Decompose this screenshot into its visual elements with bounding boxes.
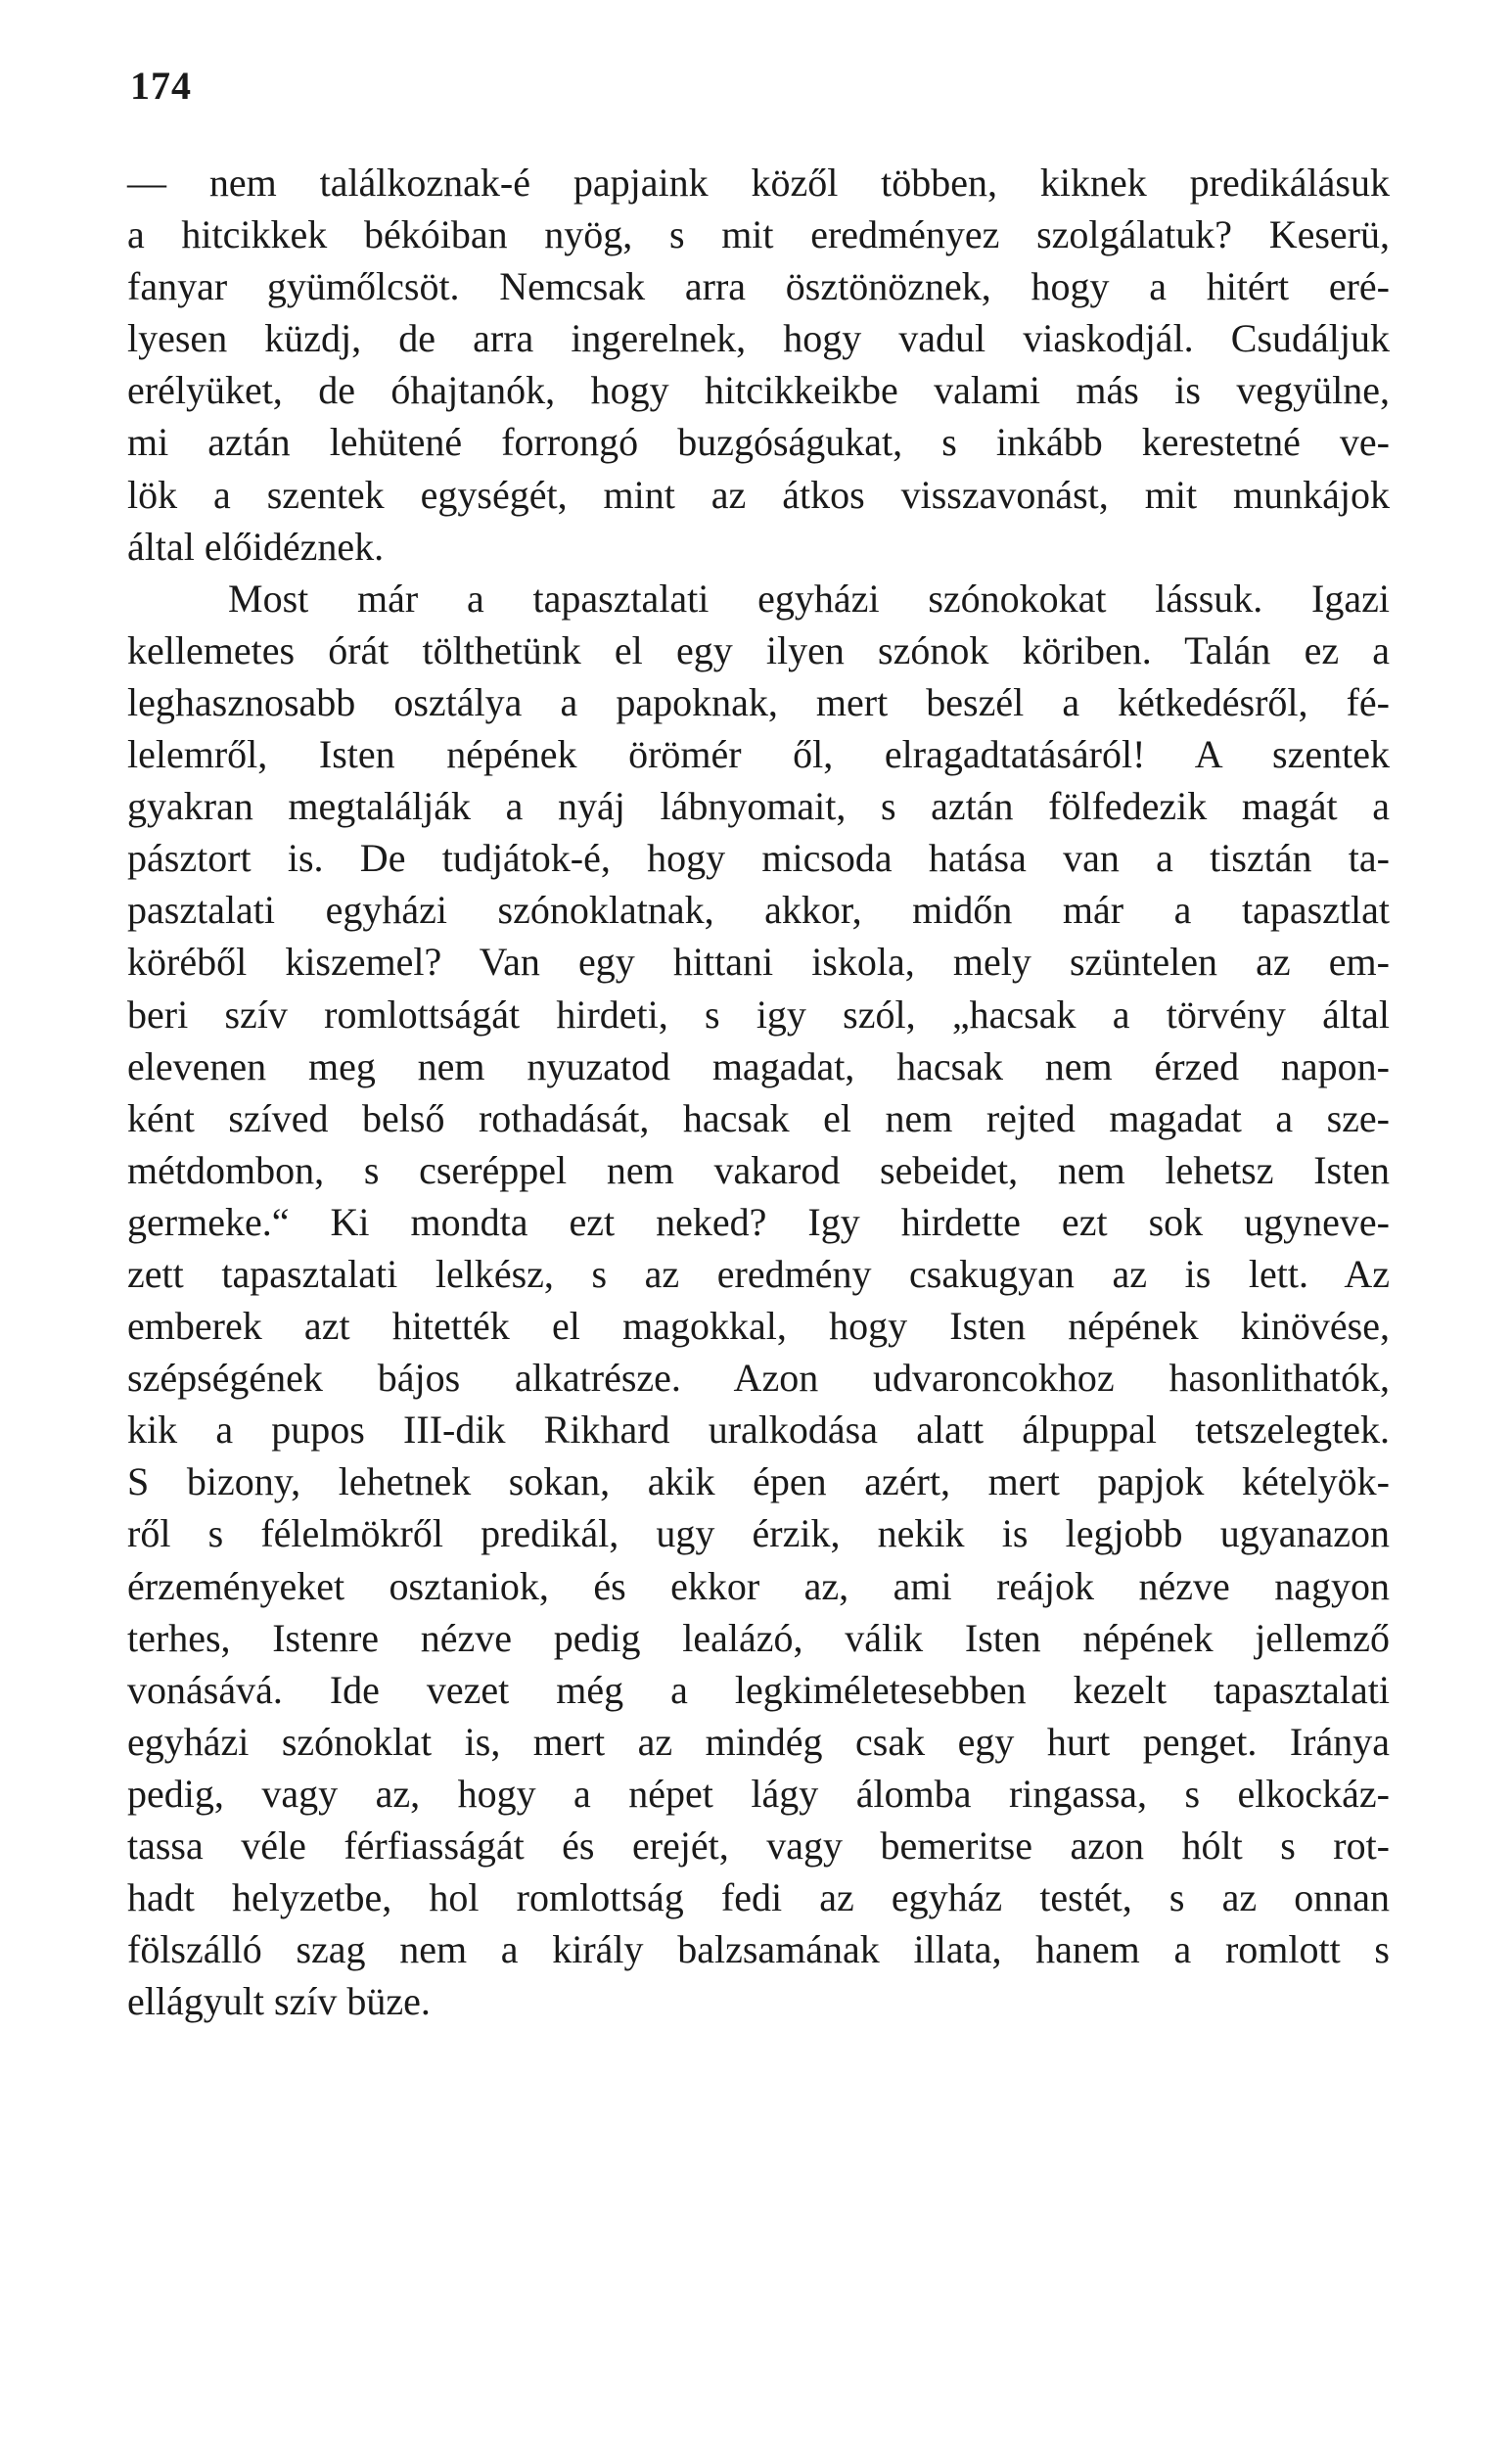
text-line: köréből kiszemel? Van egy hittani iskola, mely szüntelen az em- (127, 940, 1390, 985)
text-line: tassa véle férfiasságát és erejét, vagy bemeritse azon hólt s rot- (127, 1824, 1390, 1868)
text-line: ről s félelmökről predikál, ugy érzik, nekik is legjobb ugyanazon (127, 1511, 1390, 1556)
text-line: szépségének bájos alkatrésze. Azon udvaroncokhoz hasonlithatók, (127, 1356, 1390, 1401)
text-line: mi aztán lehütené forrongó buzgóságukat, s inkább kerestetné ve- (127, 420, 1390, 465)
text-line: pedig, vagy az, hogy a népet lágy álomba ringassa, s elkockáz- (127, 1771, 1390, 1816)
text-line: erélyüket, de óhajtanók, hogy hitcikkeikbe valami más is vegyülne, (127, 368, 1390, 413)
text-line: métdombon, s cseréppel nem vakarod sebeidet, nem lehetsz Isten (127, 1147, 1390, 1192)
text-line: fölszálló szag nem a király balzsamának illata, hanem a romlott s (127, 1927, 1390, 1972)
text-line: zett tapasztalati lelkész, s az eredmény csakugyan az is lett. Az (127, 1251, 1390, 1296)
text-line: egyházi szónoklat is, mert az mindég csak egy hurt penget. Iránya (127, 1719, 1390, 1764)
text-line: kik a pupos III-dik Rikhard uralkodása alatt álpuppal tetszelegtek. (127, 1408, 1390, 1453)
text-line: terhes, Istenre nézve pedig lealázó, válik Isten népének jellemző (127, 1615, 1390, 1660)
text-line: lyesen küzdj, de arra ingerelnek, hogy vadul viaskodjál. Csudáljuk (127, 316, 1390, 361)
text-line: hadt helyzetbe, hol romlottság fedi az egyház testét, s az onnan (127, 1875, 1390, 1920)
text-line: ellágyult szív büze. (127, 1979, 431, 2024)
text-line: lelemről, Isten népének örömér ől, elragadtatásáról! A szentek (127, 732, 1390, 777)
text-line: S bizony, lehetnek sokan, akik épen azért, mert papjok kételyök- (127, 1459, 1390, 1504)
text-line: fanyar gyümőlcsöt. Nemcsak arra ösztönöznek, hogy a hitért eré- (127, 264, 1390, 309)
text-line: Most már a tapasztalati egyházi szónokokat lássuk. Igazi (228, 576, 1390, 621)
text-line: által előidéznek. (127, 524, 385, 569)
text-line: a hitcikkek békóiban nyög, s mit eredményez szolgálatuk? Keserü, (127, 212, 1390, 257)
text-line: — nem találkoznak-é papjaink közől többen, kiknek predikálásuk (127, 161, 1390, 205)
text-line: lök a szentek egységét, mint az átkos visszavonást, mit munkájok (127, 472, 1390, 517)
text-line: gyakran megtalálják a nyáj lábnyomait, s aztán fölfedezik magát a (127, 784, 1390, 829)
text-line: leghasznosabb osztálya a papoknak, mert beszél a kétkedésről, fé- (127, 679, 1390, 724)
text-line: emberek azt hitették el magokkal, hogy Isten népének kinövése, (127, 1304, 1390, 1349)
text-line: vonásává. Ide vezet még a legkiméletesebben kezelt tapasztalati (127, 1667, 1390, 1712)
text-line: érzeményeket osztaniok, és ekkor az, ami reájok nézve nagyon (127, 1563, 1390, 1608)
text-line: pasztalati egyházi szónoklatnak, akkor, midőn már a tapasztlat (127, 888, 1390, 933)
text-line: germeke.“ Ki mondta ezt neked? Igy hirdette ezt sok ugyneve- (127, 1199, 1390, 1244)
text-line: ként szíved belső rothadását, hacsak el nem rejted magadat a sze- (127, 1095, 1390, 1140)
text-line: kellemetes órát tölthetünk el egy ilyen szónok köriben. Talán ez a (127, 627, 1390, 672)
text-line: elevenen meg nem nyuzatod magadat, hacsak nem érzed napon- (127, 1043, 1390, 1088)
text-line: pásztort is. De tudjátok-é, hogy micsoda hatása van a tisztán ta- (127, 836, 1390, 881)
page-number: 174 (130, 64, 192, 108)
body-text (127, 157, 1390, 2027)
text-line: beri szív romlottságát hirdeti, s igy szól, „hacsak a törvény által (127, 992, 1390, 1037)
